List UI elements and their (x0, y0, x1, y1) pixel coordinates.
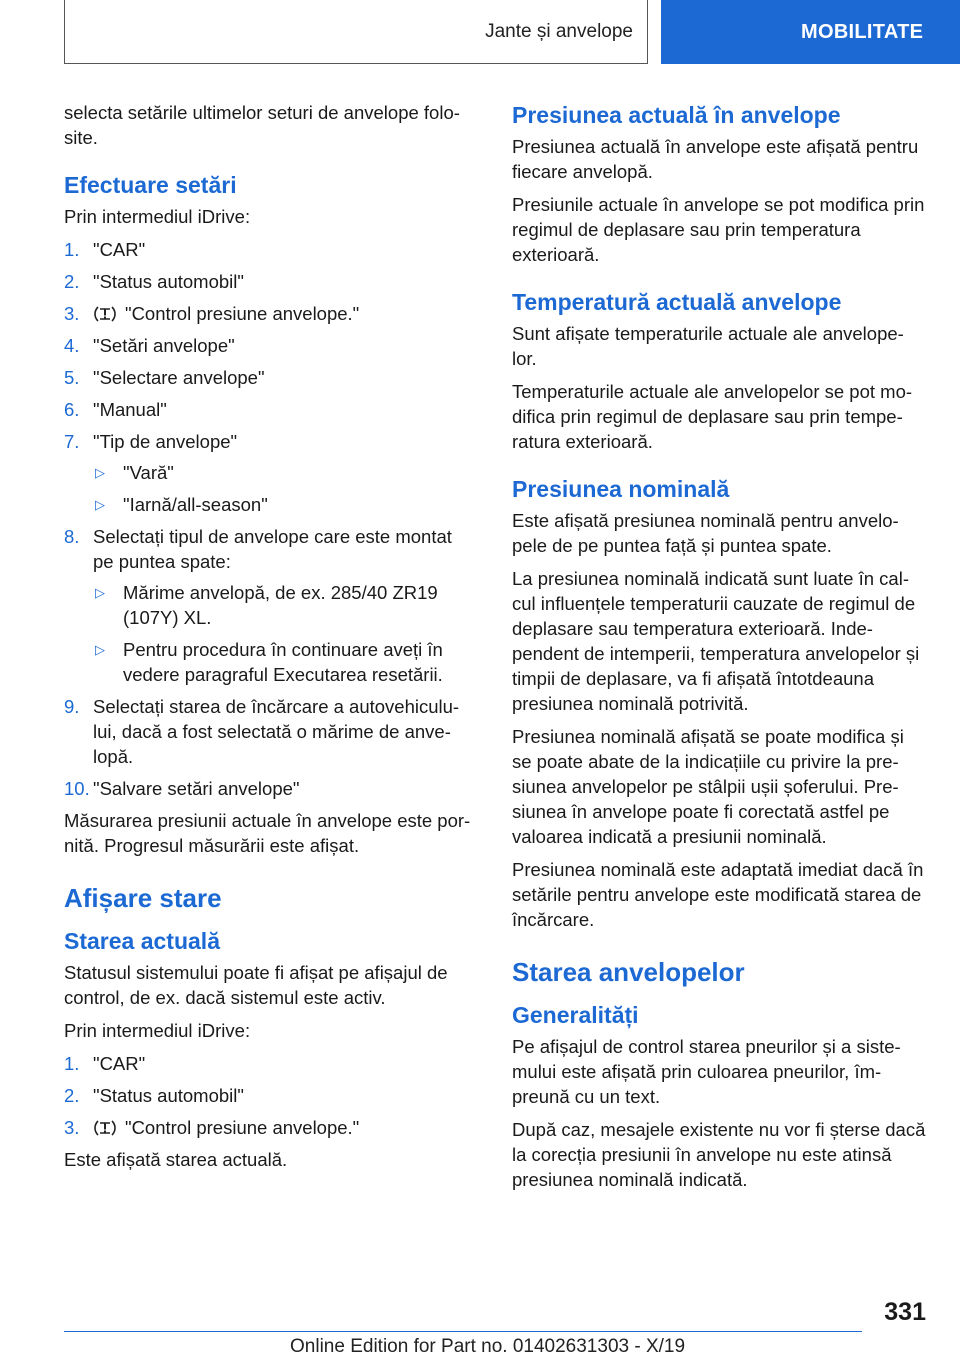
list-item: 3. "Control presiune anvelope." (64, 303, 360, 324)
measuring-text: Măsurarea presiunii actuale în anvelope este por-nită. Progresul măsurării este afișat. (64, 810, 471, 856)
list-item: 2. "Status automobil" (64, 271, 244, 292)
tire-pressure-warning-icon (93, 1119, 117, 1137)
paragraph: Presiunea actuală în anvelope este afișată pentru fiecare anvelopă. (512, 136, 919, 182)
footer-divider (64, 1331, 862, 1332)
page-number: 331 (884, 1298, 926, 1326)
triangle-bullet-icon: ▷ (95, 585, 105, 600)
heading-afisare-stare: Afișare stare (64, 883, 222, 913)
paragraph: Este afișată presiunea nominală pentru anvelo-pele de pe puntea față și puntea spate. (512, 510, 899, 556)
heading-presiunea-nominala: Presiunea nominală (512, 476, 730, 502)
paragraph: Pe afișajul de control starea pneurilor și a siste-mului este afișată prin culoarea pneurilor, îm-preună cu un text. (512, 1036, 901, 1107)
current-status-text: Este afișată starea actuală. (64, 1149, 288, 1170)
heading-presiunea-actuala: Presiunea actuală în anvelope (512, 102, 841, 128)
list-item: 3. "Control presiune anvelope." (64, 1117, 360, 1138)
triangle-bullet-icon: ▷ (95, 497, 105, 512)
via-idrive-text: Prin intermediul iDrive: (64, 206, 251, 227)
chapter-tab (64, 0, 648, 64)
list-item: 7. "Tip de anvelope" ▷ "Vară" ▷ "Iarnă/all-season" (64, 429, 476, 517)
paragraph: Sunt afișate temperaturile actuale ale anvelope-lor. (512, 323, 904, 369)
paragraph: Presiunile actuale în anvelope se pot modifica prin regimul de deplasare sau prin temperatura exterioară. (512, 194, 925, 265)
right-column (512, 100, 926, 1200)
section-tab (661, 0, 960, 64)
list-item: 2. "Status automobil" (64, 1085, 244, 1106)
list-item: ▷ "Iarnă/all-season" (95, 494, 268, 515)
rear-axle-options (93, 580, 476, 687)
list-item: 8. Selectați tipul de anvelope care este montat pe puntea spate: ▷ Mărime anvelopă, de ex. 285/40 ZR19 (107Y) XL. ▷ Pentru procedura în continuare aveți în vedere paragraful Executarea resetării. (64, 524, 476, 687)
section-title: MOBILITATE (801, 20, 924, 43)
paragraph: Presiunea nominală afișată se poate modifica și se poate abate de la indicațiile cu privire la pre-siunea anvelopelor pe stâlpii ușii șoferului. Pre-siunea în anvelope poate fi corectată astfel pe valoarea indicată a presiunii nominală. (512, 726, 904, 847)
chapter-title: Jante și anvelope (485, 20, 633, 42)
status-steps (64, 1051, 476, 1140)
list-item: 10. "Salvare setări anvelope" (64, 778, 300, 799)
heading-starea-anvelopelor: Starea anvelopelor (512, 957, 745, 987)
intro-text: selecta setările ultimelor seturi de anvelope folo-site. (64, 102, 460, 148)
triangle-bullet-icon: ▷ (95, 465, 105, 480)
list-item: 1. "CAR" (64, 239, 146, 260)
heading-efectuare-setari: Efectuare setări (64, 172, 237, 198)
list-item: 9. Selectați starea de încărcare a autovehiculu-lui, dacă a fost selectată o mărime de anve-lopă. (64, 696, 460, 767)
via-idrive-text: Prin intermediul iDrive: (64, 1020, 251, 1041)
paragraph: Temperaturile actuale ale anvelopelor se pot mo-difica prin regimul de deplasare sau prin tempe-ratura exterioară. (512, 381, 913, 452)
list-item: ▷ Mărime anvelopă, de ex. 285/40 ZR19 (107Y) XL. (95, 582, 438, 628)
list-item: 6. "Manual" (64, 399, 167, 420)
paragraph: După caz, mesajele existente nu vor fi șterse dacă la corecția presiunii în anvelope nu este atinsă presiunea nominală indicată. (512, 1119, 926, 1190)
settings-steps (64, 237, 476, 801)
list-item: 5. "Selectare anvelope" (64, 367, 265, 388)
tire-pressure-warning-icon (93, 305, 117, 323)
triangle-bullet-icon: ▷ (95, 642, 105, 657)
list-item: 4. "Setări anvelope" (64, 335, 235, 356)
heading-temperatura-actuala: Temperatură actuală anvelope (512, 289, 842, 315)
list-item: ▷ Pentru procedura în continuare aveți în vedere paragraful Executarea resetării. (95, 639, 443, 685)
status-text: Statusul sistemului poate fi afișat pe afișajul de control, de ex. dacă sistemul este activ. (64, 962, 448, 1008)
heading-generalitati: Generalități (512, 1002, 639, 1028)
tire-type-options (93, 460, 476, 517)
paragraph: La presiunea nominală indicată sunt luate în cal-cul influențele temperaturii cauzate de regimul de deplasare sau temperatura exterioară. Inde-pendent de intemperii, temperatura anvelopelor și timpii de deplasare, va fi afișată întotdeauna presiunea nominală potrivită. (512, 568, 920, 714)
list-item: 1. "CAR" (64, 1053, 146, 1074)
list-item: ▷ "Vară" (95, 462, 174, 483)
left-column (64, 100, 476, 1180)
footer-edition: Online Edition for Part no. 01402631303 - X/19 (290, 1336, 686, 1357)
paragraph: Presiunea nominală este adaptată imediat dacă în setările pentru anvelope este modificată starea de încărcare. (512, 859, 924, 930)
heading-starea-actuala: Starea actuală (64, 928, 220, 954)
